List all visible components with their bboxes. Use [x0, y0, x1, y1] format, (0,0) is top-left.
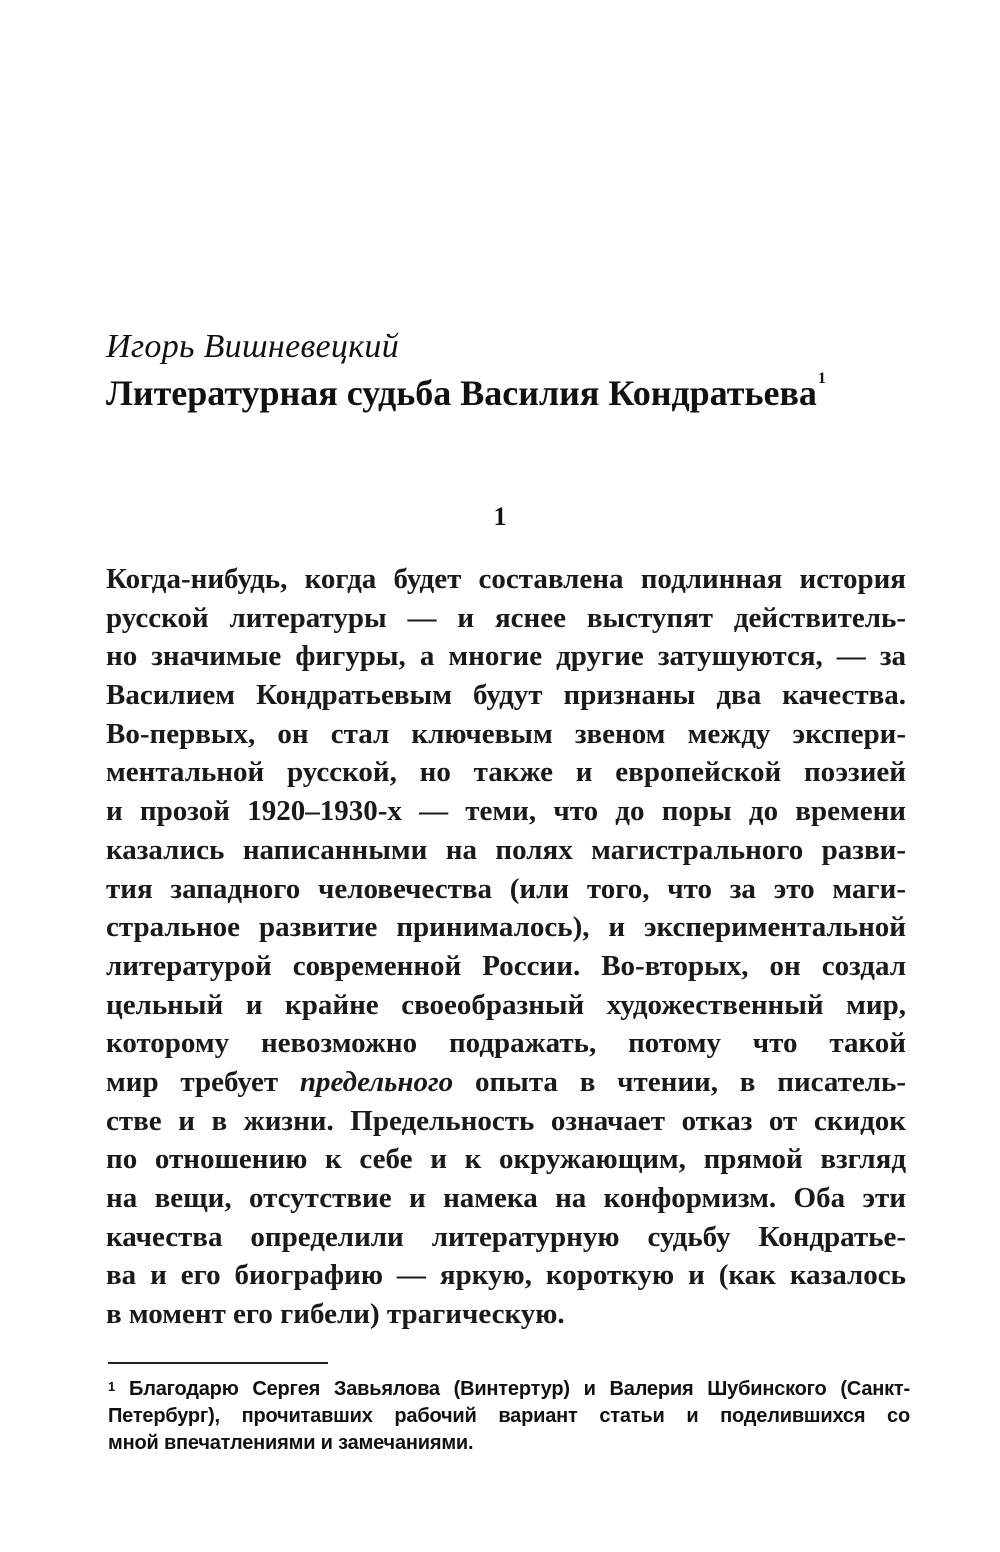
paragraph-line: ментальной русской, но также и европейской поэзией — [106, 756, 906, 789]
paragraph-line: стральное развитие принималось), и экспериментальной — [106, 911, 906, 944]
emphasized-word: предельного — [299, 1065, 454, 1098]
footnote-line: Петербург), прочитавших рабочий вариант статьи и поделившихся со — [108, 1405, 910, 1427]
line-start: мир требует — [106, 1065, 279, 1098]
footnote-divider — [108, 1362, 328, 1364]
paragraph-line: русской литературы — и яснее выступят действитель- — [106, 601, 906, 634]
paragraph-line: ва и его биографию — яркую, короткую и (как казалось — [106, 1259, 906, 1292]
footnote-line-last: мной впечатлениями и замечаниями. — [108, 1432, 474, 1454]
paragraph-line: которому невозможно подражать, потому что такой — [106, 1027, 906, 1060]
paragraph-line: казались написанными на полях магистрального разви- — [106, 833, 906, 866]
paragraph-line: литературой современной России. Во-вторых, он создал — [106, 949, 906, 982]
paragraph-line: Василием Кондратьевым будут признаны два качества. — [106, 679, 906, 712]
paragraph-line: качества определили литературную судьбу Кондратье- — [106, 1220, 906, 1253]
paragraph-line-last: в момент его гибели) трагическую. — [106, 1298, 565, 1331]
paragraph-line: стве и в жизни. Предельность означает отказ от скидок — [106, 1104, 906, 1137]
body-paragraph — [106, 560, 906, 1334]
paragraph-line: Во-первых, он стал ключевым звеном между экспери- — [106, 717, 906, 750]
footnote-reference: 1 — [817, 370, 826, 387]
article-title-text: Литературная судьба Василия Кондратьева — [106, 373, 817, 413]
paragraph-line: по отношению к себе и к окружающим, прямой взгляд — [106, 1143, 906, 1176]
paragraph-line: и прозой 1920–1930-х — теми, что до поры до времени — [106, 795, 906, 828]
footnote — [108, 1376, 910, 1457]
article-title — [106, 372, 826, 414]
footnote-marker: 1 — [108, 1379, 116, 1394]
paragraph-line: но значимые фигуры, а многие другие затушуются, — за — [106, 640, 906, 673]
author-name: Игорь Вишневецкий — [106, 328, 400, 365]
footnote-text: Благодарю Сергея Завьялова (Винтертур) и Валерия Шубинского (Санкт- — [129, 1378, 910, 1400]
paragraph-line: на вещи, отсутствие и намека на конформизм. Оба эти — [106, 1182, 906, 1214]
paragraph-line: тия западного человечества (или того, что за это маги- — [106, 872, 906, 905]
paragraph-line-with-emphasis — [106, 1063, 906, 1102]
section-number: 1 — [493, 502, 507, 531]
line-end: опыта в чтении, в писатель- — [474, 1065, 907, 1098]
paragraph-line: Когда-нибудь, когда будет составлена подлинная история — [106, 563, 906, 595]
paragraph-line: цельный и крайне своеобразный художественный мир, — [106, 988, 906, 1021]
footnote-line — [108, 1376, 910, 1403]
